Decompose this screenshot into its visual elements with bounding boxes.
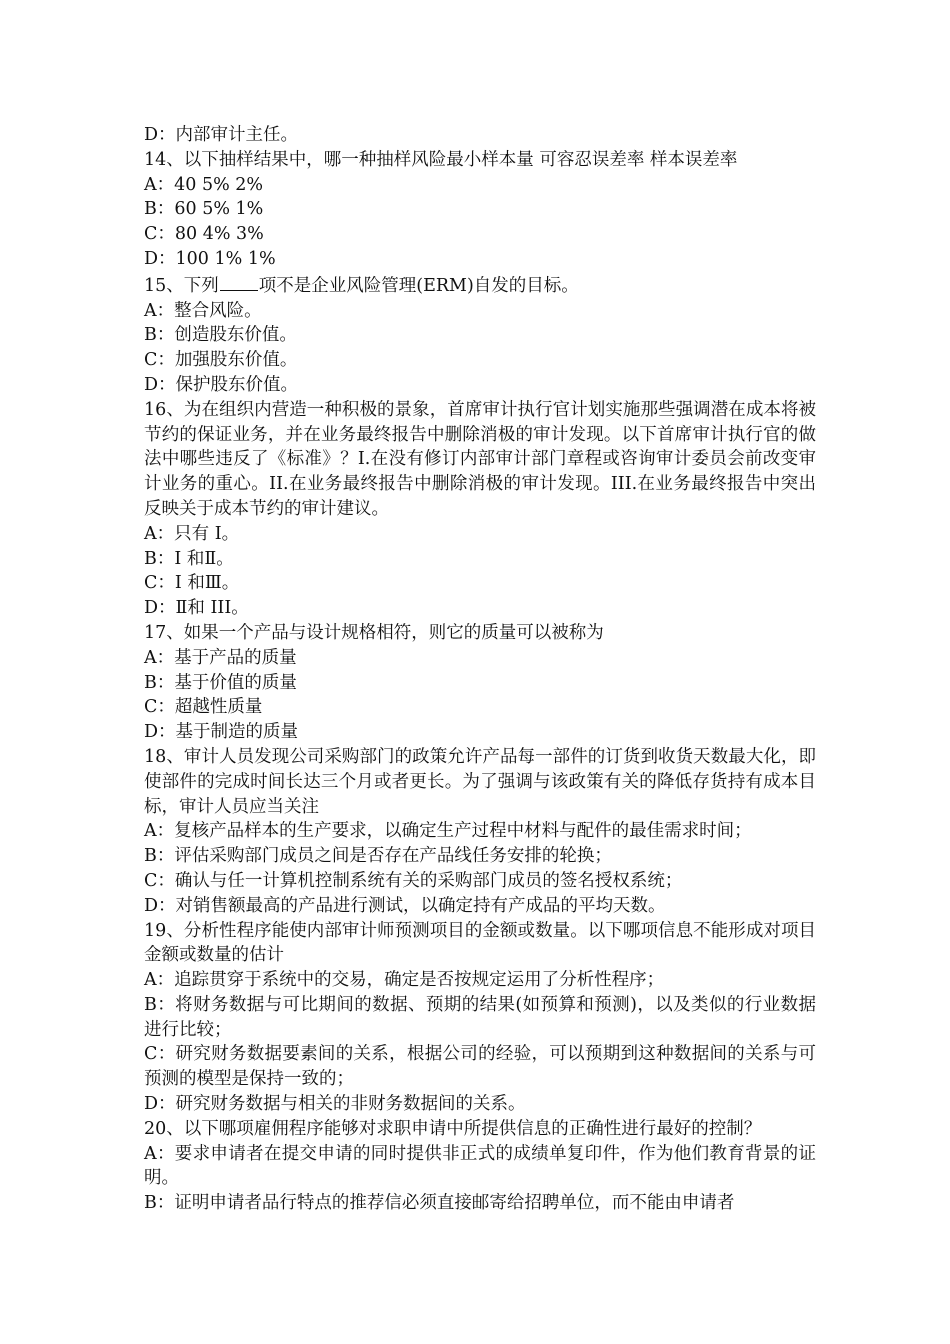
option-a-q18: A：复核产品样本的生产要求，以确定生产过程中材料与配件的最佳需求时间； xyxy=(144,821,752,842)
question-14: 14、以下抽样结果中，哪一种抽样风险最小样本量 可容忍误差率 样本误差率 xyxy=(144,149,738,170)
document-page xyxy=(144,123,816,1216)
option-c-q16: C：I 和Ⅲ。 xyxy=(144,573,240,594)
fill-in-blank xyxy=(220,272,258,291)
question-15 xyxy=(144,272,816,299)
option-c-q19: C：研究财务数据要素间的关系，根据公司的经验，可以预期到这种数据间的关系与可预测的模型是保持一致的； xyxy=(144,1044,816,1090)
question-15-end: 项不是企业风险管理(ERM)自发的目标。 xyxy=(258,275,579,296)
question-16: 16、为在组织内营造一种积极的景象，首席审计执行官计划实施那些强调潜在成本将被节约的保证业务，并在业务最终报告中删除消极的审计发现。以下首席审计执行官的做法中哪些违反了《标准》？I.在没有修订内部审计部门章程或咨询审计委员会前改变审计业务的重心。II.在业务最终报告中删除消极的审计发现。III.在业务最终报告中突出反映关于成本节约的审计建议。 xyxy=(144,399,816,519)
option-a-q19: A：追踪贯穿于系统中的交易，确定是否按规定运用了分析性程序； xyxy=(144,970,665,991)
option-d-q19: D：研究财务数据与相关的非财务数据间的关系。 xyxy=(144,1094,526,1115)
option-c-q17: C：超越性质量 xyxy=(144,697,263,718)
option-d-q18: D：对销售额最高的产品进行测试，以确定持有产成品的平均天数。 xyxy=(144,895,666,916)
question-15-start: 15、下列 xyxy=(144,275,219,296)
question-20: 20、以下哪项雇佣程序能够对求职申请中所提供信息的正确性进行最好的控制？ xyxy=(144,1118,762,1139)
option-d-q16: D：Ⅱ和 III。 xyxy=(144,598,249,619)
option-d-q14: D：100 1% 1% xyxy=(144,248,276,269)
option-b-q16: B：I 和Ⅱ。 xyxy=(144,548,234,569)
question-19: 19、分析性程序能使内部审计师预测项目的金额或数量。以下哪项信息不能形成对项目金额或数量的估计 xyxy=(144,920,816,966)
question-18: 18、审计人员发现公司采购部门的政策允许产品每一部件的订货到收货天数最大化，即使部件的完成时间长达三个月或者更长。为了强调与该政策有关的降低存货持有成本目标，审计人员应当关注 xyxy=(144,746,816,817)
option-d-q15: D：保护股东价值。 xyxy=(144,374,299,395)
option-b-q20: B：证明申请者品行特点的推荐信必须直接邮寄给招聘单位，而不能由申请者 xyxy=(144,1193,735,1214)
option-b-q18: B：评估采购部门成员之间是否存在产品线任务安排的轮换； xyxy=(144,846,612,867)
question-17: 17、如果一个产品与设计规格相符，则它的质量可以被称为 xyxy=(144,622,604,643)
option-c-q14: C：80 4% 3% xyxy=(144,224,264,245)
option-a-q16: A：只有 I。 xyxy=(144,523,240,544)
option-b-q19: B：将财务数据与可比期间的数据、预期的结果(如预算和预测)，以及类似的行业数据进行比较； xyxy=(144,994,816,1040)
option-b-q17: B：基于价值的质量 xyxy=(144,672,297,693)
option-d-q17: D：基于制造的质量 xyxy=(144,722,299,743)
option-c-q15: C：加强股东价值。 xyxy=(144,350,298,371)
option-a-q20: A：要求申请者在提交申请的同时提供非正式的成绩单复印件，作为他们教育背景的证明。 xyxy=(144,1143,816,1189)
option-a-q14: A：40 5% 2% xyxy=(144,174,264,195)
option-a-q17: A：基于产品的质量 xyxy=(144,647,297,668)
option-c-q18: C：确认与任一计算机控制系统有关的采购部门成员的签名授权系统； xyxy=(144,870,683,891)
option-b-q14: B：60 5% 1% xyxy=(144,199,264,220)
option-b-q15: B：创造股东价值。 xyxy=(144,325,297,346)
option-d-q13: D：内部审计主任。 xyxy=(144,125,299,145)
option-a-q15: A：整合风险。 xyxy=(144,300,262,321)
